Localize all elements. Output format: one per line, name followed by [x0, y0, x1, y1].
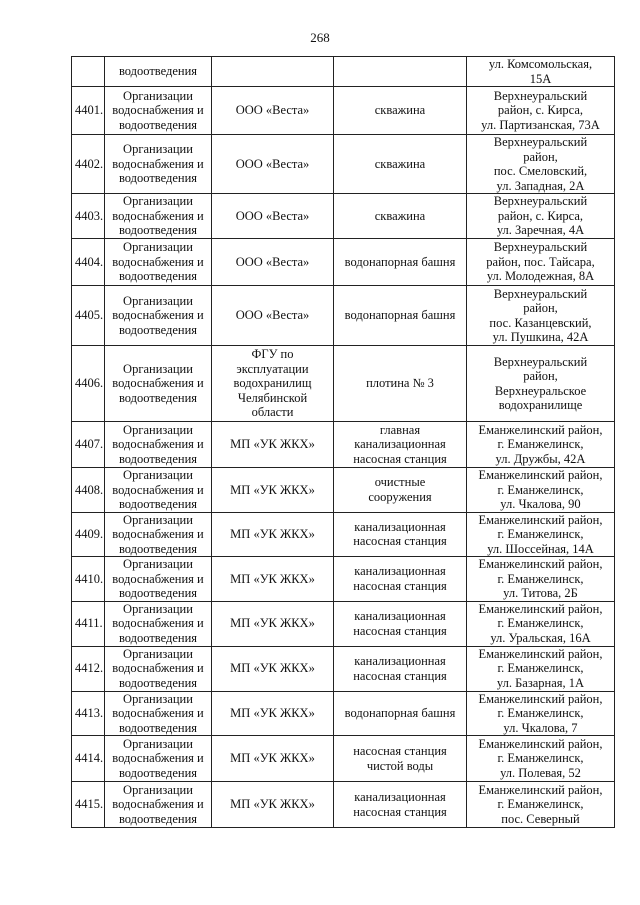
row-number: 4413.	[72, 691, 105, 736]
category-cell: Организации водоснабжения и водоотведения	[105, 135, 212, 194]
table-row	[72, 512, 615, 557]
table-row	[72, 87, 615, 135]
table-row	[72, 782, 615, 828]
organization-cell: ООО «Веста»	[212, 87, 334, 135]
category-cell: Организации водоснабжения и водоотведения	[105, 601, 212, 646]
category-cell: Организации водоснабжения и водоотведения	[105, 736, 212, 782]
address-cell: Еманжелинский район, г. Еманжелинск, ул. Чкалова, 7	[467, 691, 615, 736]
address-cell: Еманжелинский район, г. Еманжелинск, ул. Титова, 2Б	[467, 557, 615, 602]
table-row	[72, 557, 615, 602]
row-number: 4403.	[72, 194, 105, 239]
object-cell: канализационная насосная станция	[334, 557, 467, 602]
category-cell: Организации водоснабжения и водоотведения	[105, 87, 212, 135]
category-cell: Организации водоснабжения и водоотведения	[105, 646, 212, 691]
object-cell: очистные сооружения	[334, 468, 467, 513]
organization-cell: ООО «Веста»	[212, 239, 334, 286]
table-row	[72, 194, 615, 239]
object-cell: плотина № 3	[334, 346, 467, 422]
object-cell: водонапорная башня	[334, 239, 467, 286]
row-number: 4404.	[72, 239, 105, 286]
address-cell: Еманжелинский район, г. Еманжелинск, ул. Дружбы, 42А	[467, 422, 615, 468]
category-cell: Организации водоснабжения и водоотведения	[105, 422, 212, 468]
row-number: 4409.	[72, 512, 105, 557]
table-row	[72, 601, 615, 646]
object-cell: скважина	[334, 135, 467, 194]
object-cell: канализационная насосная станция	[334, 782, 467, 828]
table-row	[72, 646, 615, 691]
row-number: 4402.	[72, 135, 105, 194]
organization-cell: МП «УК ЖКХ»	[212, 512, 334, 557]
address-cell: Еманжелинский район, г. Еманжелинск, ул. Базарная, 1А	[467, 646, 615, 691]
table-row	[72, 286, 615, 346]
category-cell: Организации водоснабжения и водоотведения	[105, 239, 212, 286]
row-number: 4415.	[72, 782, 105, 828]
row-number: 4405.	[72, 286, 105, 346]
object-cell: скважина	[334, 87, 467, 135]
row-number: 4408.	[72, 468, 105, 513]
table-row	[72, 691, 615, 736]
address-cell: ул. Комсомольская, 15А	[467, 57, 615, 87]
category-cell: Организации водоснабжения и водоотведения	[105, 557, 212, 602]
table-row	[72, 422, 615, 468]
organization-cell: МП «УК ЖКХ»	[212, 557, 334, 602]
address-cell: Еманжелинский район, г. Еманжелинск, ул. Уральская, 16А	[467, 601, 615, 646]
row-number: 4410.	[72, 557, 105, 602]
row-number: 4407.	[72, 422, 105, 468]
category-cell: Организации водоснабжения и водоотведения	[105, 512, 212, 557]
address-cell: Еманжелинский район, г. Еманжелинск, ул. Полевая, 52	[467, 736, 615, 782]
address-cell: Еманжелинский район, г. Еманжелинск, пос. Северный	[467, 782, 615, 828]
address-cell: Верхнеуральский район, пос. Казанцевский, ул. Пушкина, 42А	[467, 286, 615, 346]
organization-cell: МП «УК ЖКХ»	[212, 646, 334, 691]
address-cell: Верхнеуральский район, пос. Смеловский, ул. Западная, 2А	[467, 135, 615, 194]
organization-cell	[212, 57, 334, 87]
registry-table	[71, 56, 615, 828]
object-cell: канализационная насосная станция	[334, 646, 467, 691]
organization-cell: МП «УК ЖКХ»	[212, 601, 334, 646]
row-number: 4401.	[72, 87, 105, 135]
page-number: 268	[310, 30, 330, 45]
table-row	[72, 468, 615, 513]
row-number: 4414.	[72, 736, 105, 782]
table-row	[72, 736, 615, 782]
object-cell: водонапорная башня	[334, 691, 467, 736]
address-cell: Верхнеуральский район, пос. Тайсара, ул. Молодежная, 8А	[467, 239, 615, 286]
organization-cell: ООО «Веста»	[212, 194, 334, 239]
object-cell: насосная станция чистой воды	[334, 736, 467, 782]
table-row	[72, 135, 615, 194]
table-row	[72, 57, 615, 87]
object-cell: водонапорная башня	[334, 286, 467, 346]
address-cell: Еманжелинский район, г. Еманжелинск, ул. Чкалова, 90	[467, 468, 615, 513]
category-cell: Организации водоснабжения и водоотведения	[105, 468, 212, 513]
row-number: 4412.	[72, 646, 105, 691]
object-cell: главная канализационная насосная станция	[334, 422, 467, 468]
organization-cell: МП «УК ЖКХ»	[212, 691, 334, 736]
category-cell: Организации водоснабжения и водоотведения	[105, 286, 212, 346]
table-row	[72, 346, 615, 422]
organization-cell: МП «УК ЖКХ»	[212, 422, 334, 468]
row-number	[72, 57, 105, 87]
category-cell: водоотведения	[105, 57, 212, 87]
address-cell: Верхнеуральский район, Верхнеуральское водохранилище	[467, 346, 615, 422]
category-cell: Организации водоснабжения и водоотведения	[105, 691, 212, 736]
organization-cell: ФГУ по эксплуатации водохранилищ Челябинской области	[212, 346, 334, 422]
organization-cell: МП «УК ЖКХ»	[212, 736, 334, 782]
row-number: 4411.	[72, 601, 105, 646]
organization-cell: МП «УК ЖКХ»	[212, 468, 334, 513]
organization-cell: ООО «Веста»	[212, 135, 334, 194]
organization-cell: МП «УК ЖКХ»	[212, 782, 334, 828]
address-cell: Верхнеуральский район, с. Кирса, ул. Партизанская, 73А	[467, 87, 615, 135]
object-cell: канализационная насосная станция	[334, 601, 467, 646]
object-cell: скважина	[334, 194, 467, 239]
category-cell: Организации водоснабжения и водоотведения	[105, 782, 212, 828]
address-cell: Верхнеуральский район, с. Кирса, ул. Заречная, 4А	[467, 194, 615, 239]
organization-cell: ООО «Веста»	[212, 286, 334, 346]
category-cell: Организации водоснабжения и водоотведения	[105, 346, 212, 422]
object-cell: канализационная насосная станция	[334, 512, 467, 557]
address-cell: Еманжелинский район, г. Еманжелинск, ул. Шоссейная, 14А	[467, 512, 615, 557]
table-row	[72, 239, 615, 286]
row-number: 4406.	[72, 346, 105, 422]
category-cell: Организации водоснабжения и водоотведения	[105, 194, 212, 239]
object-cell	[334, 57, 467, 87]
